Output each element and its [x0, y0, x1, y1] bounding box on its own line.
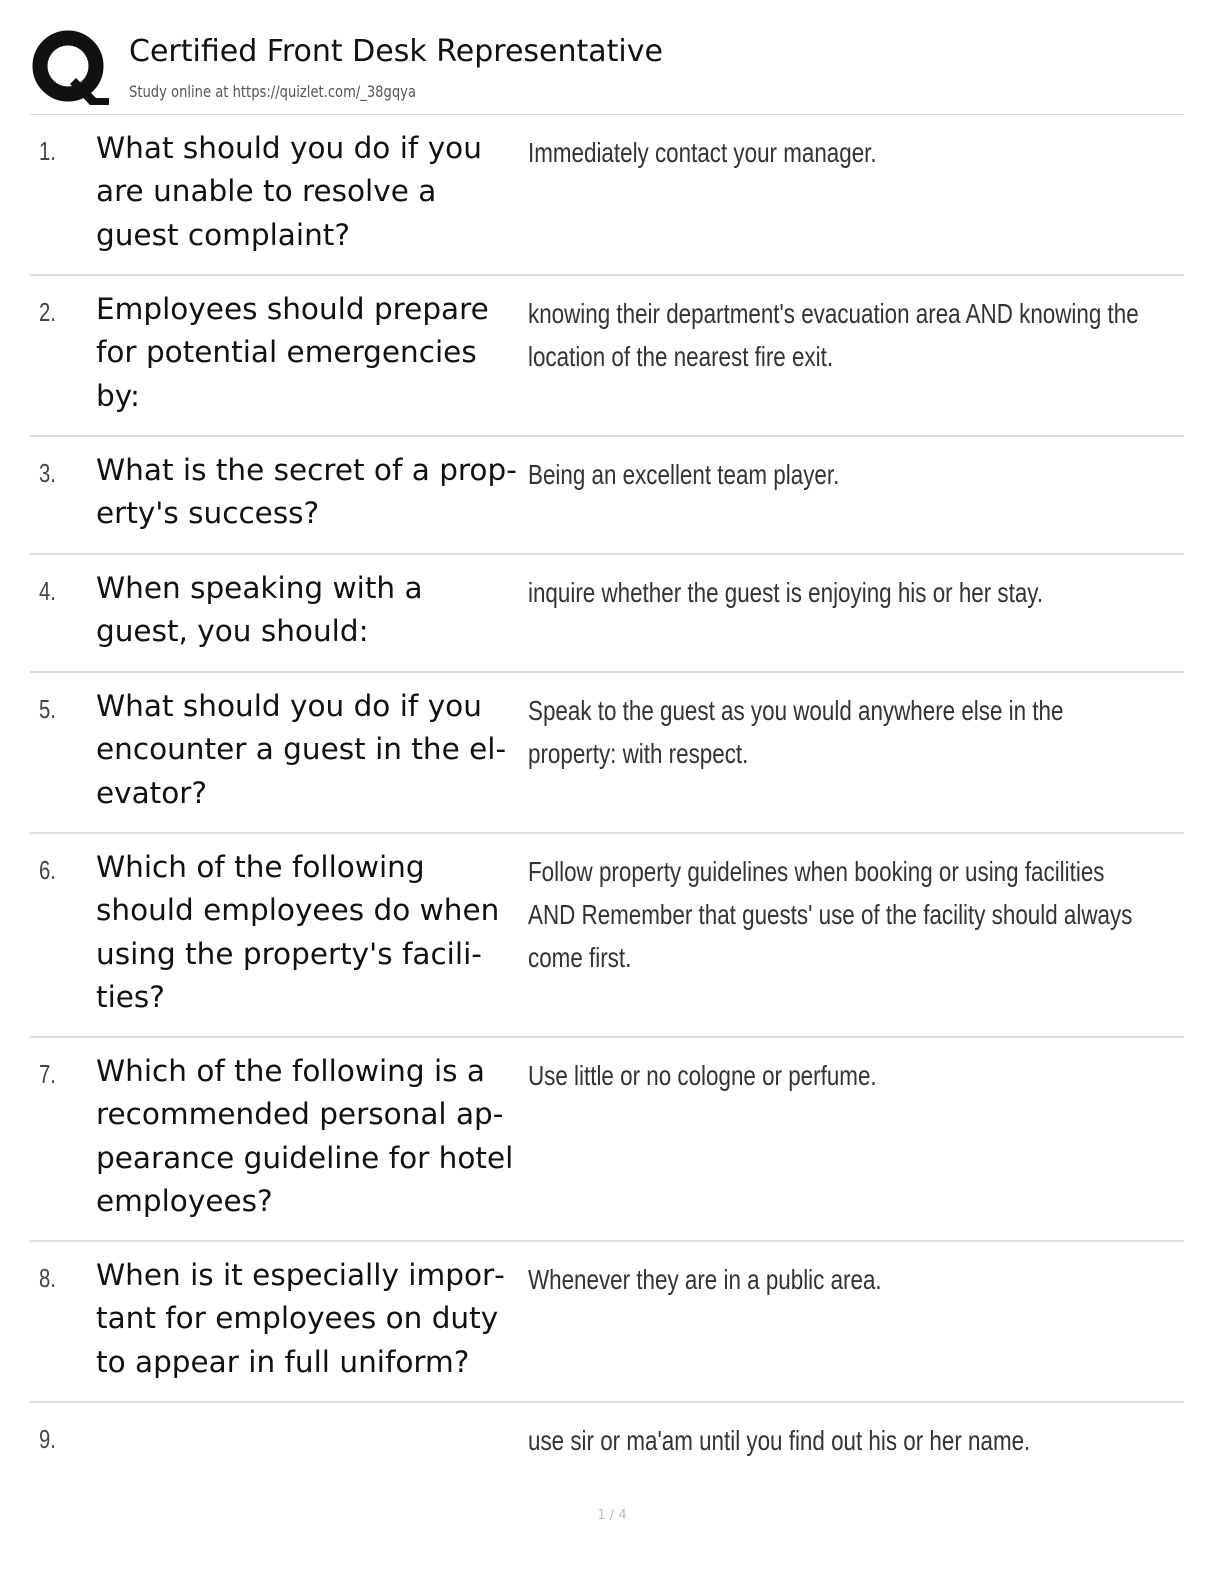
card-definition: knowing their department's evacuation area AND knowing the location of the nearest fire exit.: [528, 298, 1139, 372]
card-number: 3.: [39, 458, 56, 488]
card-definition: Use little or no cologne or perfume.: [528, 1060, 877, 1091]
card-number: 1.: [39, 136, 56, 166]
card-number: 6.: [39, 855, 56, 885]
flashcard-row: [30, 673, 1184, 834]
flashcard-row: [30, 555, 1184, 673]
card-number: 2.: [39, 297, 56, 327]
card-term: Employees should prepare for potential emergencies by:: [96, 292, 489, 413]
card-definition: use sir or ma'am until you find out his or her name.: [528, 1425, 1031, 1456]
card-number: 5.: [39, 694, 56, 724]
flashcard-row: [30, 1242, 1184, 1403]
flashcard-list: [30, 114, 1184, 1493]
document-title: Certified Front Desk Representative: [129, 34, 663, 69]
card-term: What is the secret of a property's success?: [96, 453, 517, 531]
card-number: 7.: [39, 1059, 56, 1089]
page-number: 1 / 4: [597, 1508, 627, 1523]
card-number: 8.: [39, 1263, 56, 1293]
document-header: [30, 26, 1184, 114]
card-definition: Being an excellent team player.: [528, 459, 840, 490]
card-term: What should you do if you are unable to resolve a guest complaint?: [96, 131, 482, 252]
card-definition: Speak to the guest as you would anywhere else in the property: with respect.: [528, 695, 1064, 769]
study-online-link[interactable]: Study online at https://quizlet.com/_38gqya: [129, 82, 416, 101]
card-term: Which of the following is a recommended personal appearance guideline for hotel employees?: [96, 1054, 514, 1219]
flashcard-row: [30, 834, 1184, 1038]
card-definition: Immediately contact your manager.: [528, 137, 877, 168]
flashcard-row: [30, 1038, 1184, 1242]
card-term: Which of the following should employees do when using the property's facilities?: [96, 850, 500, 1015]
card-definition: Follow property guidelines when booking or using facilities AND Remember that guests' use of the facility should always come first.: [528, 856, 1133, 973]
flashcard-row: [30, 276, 1184, 437]
card-term: When speaking with a guest, you should:: [96, 571, 423, 649]
card-definition: Whenever they are in a public area.: [528, 1264, 882, 1295]
card-number: 9.: [39, 1424, 56, 1454]
card-term: When is it especially important for employees on duty to appear in full uniform?: [96, 1258, 505, 1379]
card-term: What should you do if you encounter a guest in the elevator?: [96, 689, 507, 810]
card-number: 4.: [39, 576, 56, 606]
flashcard-row: [30, 437, 1184, 555]
flashcard-row: [30, 1403, 1184, 1493]
card-definition: inquire whether the guest is enjoying his or her stay.: [528, 577, 1044, 608]
flashcard-row: [30, 115, 1184, 276]
quizlet-q-logo-icon: [30, 28, 110, 108]
